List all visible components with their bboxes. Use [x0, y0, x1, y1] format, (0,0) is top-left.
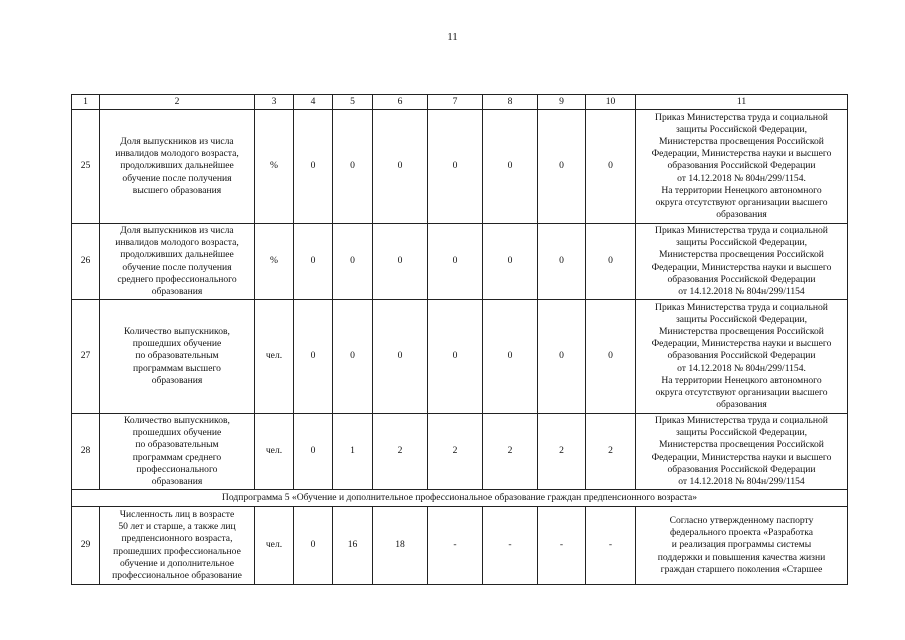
indicators-table	[71, 94, 848, 585]
column-header: 4	[294, 95, 333, 110]
value-cell: 0	[333, 110, 373, 224]
value-cell: 0	[538, 300, 586, 414]
value-cell: 0	[586, 110, 636, 224]
column-header: 8	[483, 95, 538, 110]
row-number: 28	[72, 414, 100, 490]
value-cell: 2	[538, 414, 586, 490]
column-header: 9	[538, 95, 586, 110]
value-cell: 0	[333, 224, 373, 300]
unit-cell: чел.	[255, 507, 294, 585]
note-cell: Согласно утвержденному паспорту федерального проекта «Разработка и реализация программы системы поддержки и повышения качества жизни граждан старшего поколения «Старшее	[636, 507, 848, 585]
subprogram-title: Подпрограмма 5 «Обучение и дополнительное профессиональное образование граждан предпенсионного возраста»	[72, 490, 848, 507]
value-cell: 0	[294, 300, 333, 414]
table-row	[72, 414, 848, 490]
value-cell: 16	[333, 507, 373, 585]
table-row	[72, 300, 848, 414]
value-cell: 0	[294, 110, 333, 224]
column-number-row	[72, 95, 848, 110]
column-header: 10	[586, 95, 636, 110]
value-cell: 0	[373, 110, 428, 224]
column-header: 7	[428, 95, 483, 110]
column-header: 5	[333, 95, 373, 110]
column-header: 2	[100, 95, 255, 110]
column-header: 1	[72, 95, 100, 110]
note-cell: Приказ Министерства труда и социальной защиты Российской Федерации, Министерства просвещения Российской Федерации, Министерства науки и высшего образования Российской Федерации от 14.12.2018 № 804н/299/1154	[636, 414, 848, 490]
note-cell: Приказ Министерства труда и социальной защиты Российской Федерации, Министерства просвещения Российской Федерации, Министерства науки и высшего образования Российской Федерации от 14.12.2018 № 804н/299/1154	[636, 224, 848, 300]
value-cell: -	[586, 507, 636, 585]
row-number: 26	[72, 224, 100, 300]
value-cell: 2	[373, 414, 428, 490]
indicator-description: Доля выпускников из числа инвалидов молодого возраста, продолживших дальнейшее обучение после получения среднего профессионального образования	[100, 224, 255, 300]
table-row	[72, 507, 848, 585]
row-number: 25	[72, 110, 100, 224]
indicator-description: Численность лиц в возрасте 50 лет и старше, а также лиц предпенсионного возраста, прошедших профессиональное обучение и дополнительное профессиональное образование	[100, 507, 255, 585]
value-cell: 18	[373, 507, 428, 585]
row-number: 29	[72, 507, 100, 585]
value-cell: 0	[483, 224, 538, 300]
value-cell: -	[483, 507, 538, 585]
column-header: 6	[373, 95, 428, 110]
value-cell: 0	[483, 300, 538, 414]
value-cell: 2	[483, 414, 538, 490]
unit-cell: чел.	[255, 300, 294, 414]
column-header: 11	[636, 95, 848, 110]
value-cell: 0	[428, 110, 483, 224]
unit-cell: %	[255, 110, 294, 224]
indicator-description: Количество выпускников, прошедших обучение по образовательным программам среднего профессионального образования	[100, 414, 255, 490]
table-row	[72, 224, 848, 300]
note-cell: Приказ Министерства труда и социальной защиты Российской Федерации, Министерства просвещения Российской Федерации, Министерства науки и высшего образования Российской Федерации от 14.12.2018 № 804н/299/1154. На территории Ненецкого автономного округа отсутствуют организации высшего образования	[636, 110, 848, 224]
value-cell: 0	[428, 300, 483, 414]
value-cell: -	[428, 507, 483, 585]
subprogram-row	[72, 490, 848, 507]
value-cell: 0	[373, 224, 428, 300]
value-cell: 1	[333, 414, 373, 490]
indicator-description: Количество выпускников, прошедших обучение по образовательным программам высшего образования	[100, 300, 255, 414]
unit-cell: чел.	[255, 414, 294, 490]
value-cell: 0	[483, 110, 538, 224]
value-cell: 0	[294, 224, 333, 300]
value-cell: 0	[373, 300, 428, 414]
value-cell: 2	[586, 414, 636, 490]
indicator-description: Доля выпускников из числа инвалидов молодого возраста, продолживших дальнейшее обучение после получения высшего образования	[100, 110, 255, 224]
value-cell: 0	[538, 224, 586, 300]
value-cell: 0	[586, 224, 636, 300]
value-cell: 0	[538, 110, 586, 224]
value-cell: 0	[586, 300, 636, 414]
page-number: 11	[447, 31, 458, 43]
table-row	[72, 110, 848, 224]
row-number: 27	[72, 300, 100, 414]
value-cell: 0	[333, 300, 373, 414]
value-cell: -	[538, 507, 586, 585]
unit-cell: %	[255, 224, 294, 300]
note-cell: Приказ Министерства труда и социальной защиты Российской Федерации, Министерства просвещения Российской Федерации, Министерства науки и высшего образования Российской Федерации от 14.12.2018 № 804н/299/1154. На территории Ненецкого автономного округа отсутствуют организации высшего образования	[636, 300, 848, 414]
value-cell: 2	[428, 414, 483, 490]
value-cell: 0	[428, 224, 483, 300]
value-cell: 0	[294, 507, 333, 585]
column-header: 3	[255, 95, 294, 110]
value-cell: 0	[294, 414, 333, 490]
